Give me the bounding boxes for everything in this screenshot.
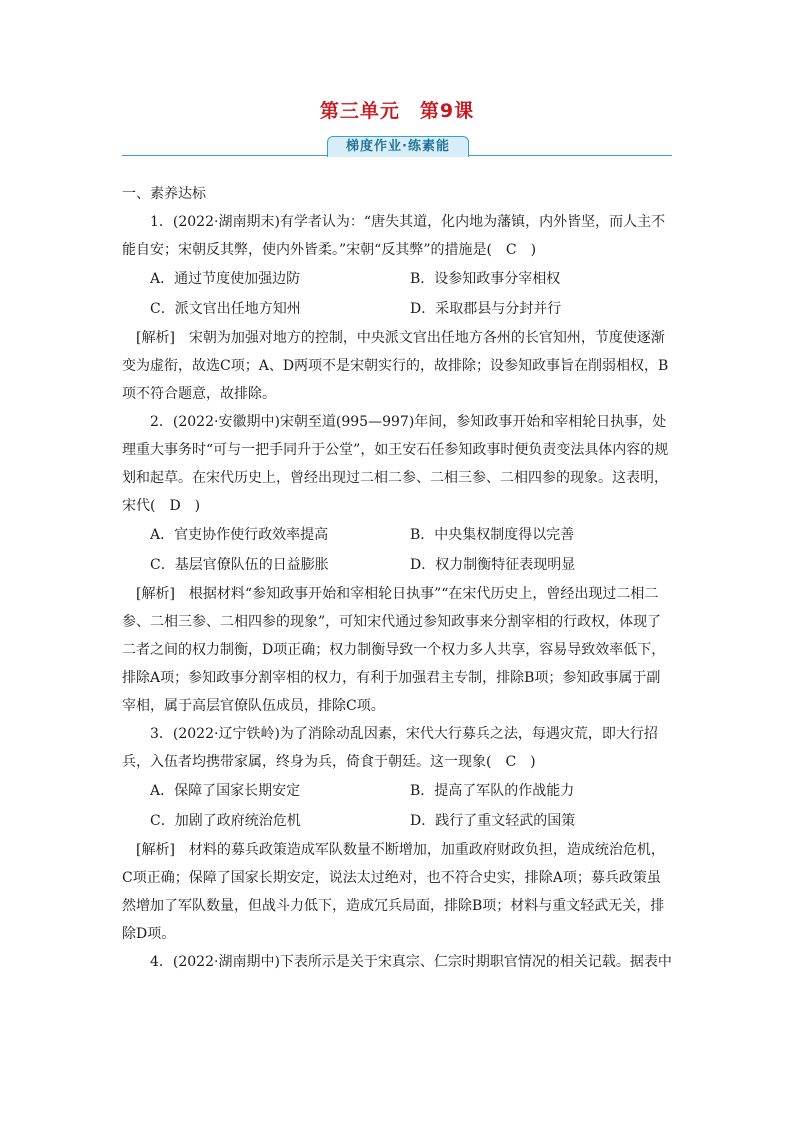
banner-label: 梯度作业·练素能 [327, 136, 469, 157]
option-d: D．践行了重文轻武的国策 [410, 813, 576, 829]
question-content [122, 180, 674, 976]
option-a: A．通过节度使加强边防 [150, 271, 301, 287]
option-c: C．基层官僚队伍的日益膨胀 [150, 557, 329, 573]
analysis-text: 宋朝为加强对地方的控制，中央派文官出任地方各州的长官知州，节度使逐渐变为虚衔，故选C项；A、D两项不是宋朝实行的，故排除；设参知政事旨在削弱相权，B项不符合题意，故排除。 [122, 330, 669, 402]
analysis-paragraph [122, 580, 674, 720]
option-b: B．设参知政事分宰相权 [410, 271, 561, 287]
options-row [122, 550, 674, 580]
analysis-tag: [解析] [136, 586, 175, 602]
option-b: B．中央集权制度得以完善 [410, 527, 575, 543]
options-row [122, 520, 674, 550]
option-d: D．采取郡县与分封并行 [410, 301, 562, 317]
section-banner [122, 134, 672, 160]
options-row [122, 806, 674, 836]
question-stem: 1．(2022·湖南期末)有学者认为：“唐失其道，化内地为藩镇，内外皆坚，而人主不能自安；宋朝反其弊，使内外皆柔。”宋朝“反其弊”的措施是( C ) [122, 214, 666, 258]
option-a: A．官吏协作使行政效率提高 [150, 527, 329, 543]
question-stem: 4．(2022·湖南期中)下表所示是关于宋真宗、仁宗时期职官情况的相关记载。据表中 [150, 954, 672, 970]
analysis-paragraph [122, 324, 674, 408]
options-row [122, 776, 674, 806]
option-c: C．加剧了政府统治危机 [150, 813, 301, 829]
option-a: A．保障了国家长期安定 [150, 783, 301, 799]
question-stem: 3．(2022·辽宁铁岭)为了消除动乱因素，宋代大行募兵之法，每遇灾荒，即大行招兵，入伍者均携带家属，终身为兵，倚食于朝廷。这一现象( C ) [122, 726, 658, 770]
analysis-tag: [解析] [136, 842, 175, 858]
options-row [122, 264, 674, 294]
analysis-tag: [解析] [136, 330, 175, 346]
option-b: B．提高了军队的作战能力 [410, 783, 575, 799]
option-d: D．权力制衡特征表现明显 [410, 557, 576, 573]
analysis-paragraph [122, 836, 674, 948]
question-stem: 2．(2022·安徽期中)宋朝至道(995—997)年间，参知政事开始和宰相轮日执事，处理重大事务时“可与一把手同升于公堂”，如王安石任参知政事时便负责变法具体内容的规划和起草。在宋代历史上，曾经出现过二相二参、二相三参、二相四参的现象。这表明，宋代( D ) [122, 414, 669, 514]
option-c: C．派文官出任地方知州 [150, 301, 301, 317]
analysis-text: 根据材料“参知政事开始和宰相轮日执事”“在宋代历史上，曾经出现过二相二参、二相三参、二相四参的现象”，可知宋代通过参知政事来分割宰相的行政权，体现了二者之间的权力制衡，D项正确；权力制衡导致一个权力多人共享，容易导致效率低下，排除A项；参知政事分割宰相的权力，有利于加强君主专制，排除B项；参知政事属于副宰相，属于高层官僚队伍成员，排除C项。 [122, 586, 666, 714]
options-row [122, 294, 674, 324]
section-heading: 一、素养达标 [122, 186, 206, 202]
page-title: 第三单元 第9课 [319, 100, 475, 122]
analysis-text: 材料的募兵政策造成军队数量不断增加，加重政府财政负担，造成统治危机，C项正确；保障了国家长期安定，说法太过绝对，也不符合史实，排除A项；募兵政策虽然增加了军队数量，但战斗力低下，造成冗兵局面，排除B项；材料与重文轻武无关，排除D项。 [122, 842, 665, 942]
